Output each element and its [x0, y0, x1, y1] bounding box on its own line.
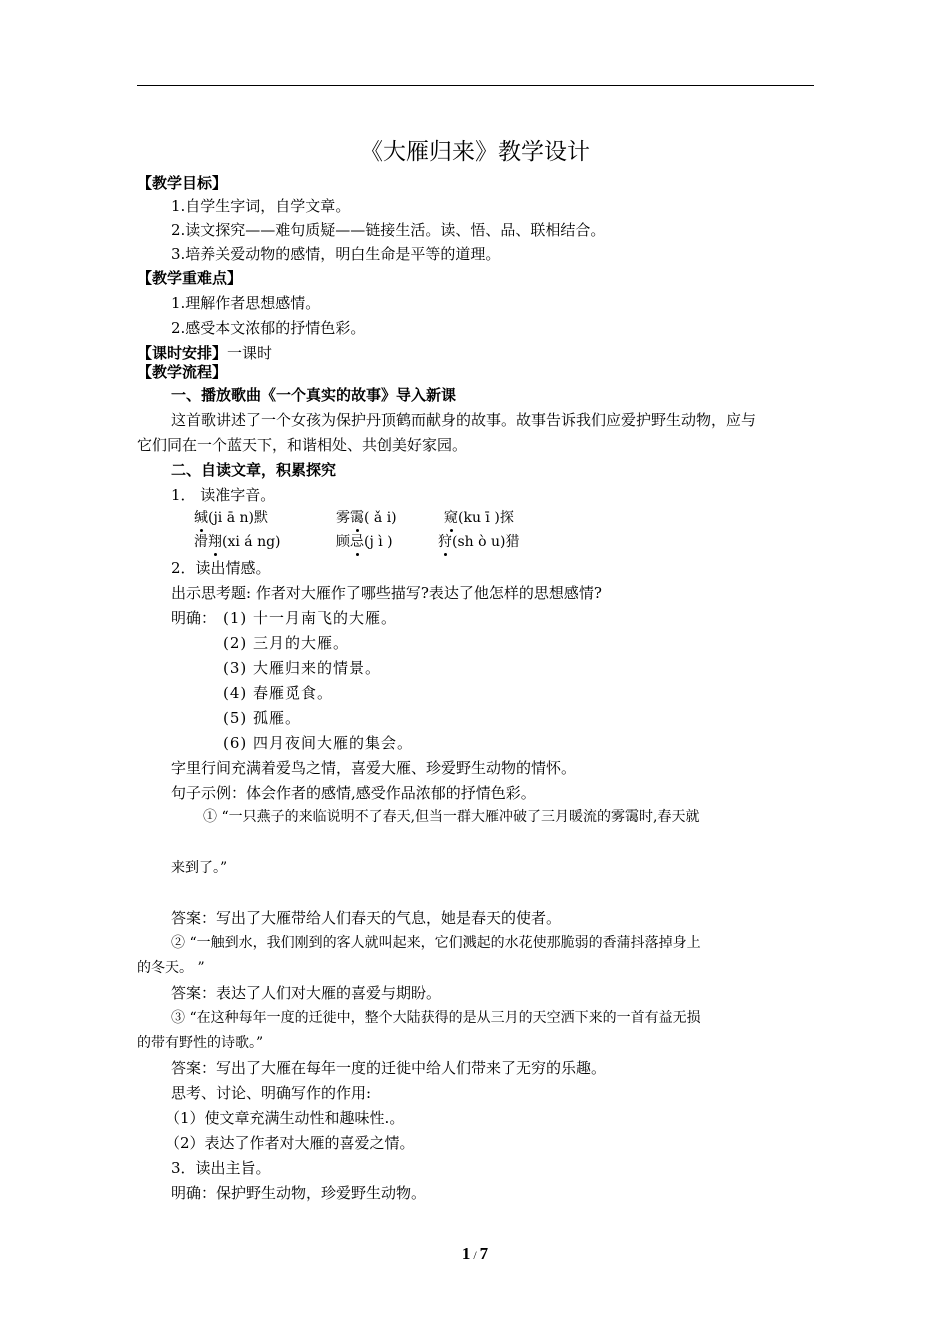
dotted-char: 翔: [208, 534, 222, 550]
example-sentence: 的带有野性的诗歌。”: [137, 1035, 264, 1051]
answer-line: 答案：写出了大雁带给人们春天的气息，她是春天的使者。: [171, 909, 562, 927]
dotted-char: 忌: [350, 534, 364, 550]
list-item: 1． 读准字音。: [171, 486, 276, 504]
section-heading-flow: 【教学流程】: [137, 363, 228, 381]
header-rule: [137, 85, 814, 86]
goal-item: 3.培养关爱动物的感情，明白生命是平等的道理。: [171, 245, 501, 263]
example-intro: 句子示例：体会作者的感情,感受作品浓郁的抒情色彩。: [171, 784, 536, 802]
key-item: 1.理解作者思想感情。: [171, 294, 321, 312]
example-sentence: ① “一只燕子的来临说明不了春天,但当一群大雁冲破了三月暖流的雾霭时,春天就: [203, 809, 700, 825]
answer-line: 答案：写出了大雁在每年一度的迁徙中给人们带来了无穷的乐趣。: [171, 1059, 607, 1077]
pronunciation-entry: 滑翔(xi á ng): [194, 534, 281, 550]
pronunciation-entry: 顾忌(j ì ): [336, 534, 393, 550]
theme-line: 明确：保护野生动物，珍爱野生动物。: [171, 1184, 427, 1202]
paragraph-line: 它们同在一个蓝天下，和谐相处、共创美好家园。: [137, 436, 468, 454]
section-heading-keys: 【教学重难点】: [137, 269, 243, 287]
question-line: 出示思考题: 作者对大雁作了哪些描写?表达了他怎样的思想感情?: [171, 584, 602, 602]
clarify-item: (2) 三月的大雁。: [223, 634, 350, 652]
clarify-label: 明确：: [171, 609, 217, 627]
dotted-char: 狩: [438, 534, 452, 550]
pronunciation-entry: 狩(sh ò u)猎: [438, 534, 520, 550]
goal-item: 1.自学生字词，自学文章。: [171, 197, 351, 215]
example-sentence: 来到了。”: [171, 860, 228, 876]
discussion-item: （1）使文章充满生动性和趣味性.。: [165, 1109, 405, 1127]
section-heading-schedule: 【课时安排】: [137, 344, 228, 362]
example-sentence: 的冬天。 ”: [137, 960, 205, 976]
pronunciation-entry: 缄(ji ā n)默: [194, 510, 269, 526]
dotted-char: 霭: [350, 510, 364, 526]
paragraph-line: 这首歌讲述了一个女孩为保护丹顶鹤而献身的故事。故事告诉我们应爱护野生动物，应与: [171, 411, 757, 429]
step-heading-1: 一、播放歌曲《一个真实的故事》导入新课: [171, 386, 457, 404]
example-sentence: ② “一触到水，我们刚到的客人就叫起来，它们溅起的水花使那脆弱的香蒲抖落掉身上: [171, 935, 701, 951]
example-sentence: ③ “在这种每年一度的迁徙中，整个大陆获得的是从三月的天空洒下来的一首有益无损: [171, 1010, 701, 1026]
clarify-item: (1) 十一月南飞的大雁。: [223, 609, 398, 627]
pronunciation-entry: 雾霭( ǎ i): [336, 510, 397, 526]
clarify-item: (6) 四月夜间大雁的集会。: [223, 734, 414, 752]
clarify-item: (4) 春雁觅食。: [223, 684, 334, 702]
key-item: 2.感受本文浓郁的抒情色彩。: [171, 319, 366, 337]
document-title: 《大雁归来》教学设计: [360, 139, 590, 165]
current-page: 1: [461, 1244, 471, 1263]
total-pages: 7: [479, 1244, 489, 1263]
clarify-item: (5) 孤雁。: [223, 709, 302, 727]
goal-item: 2.读文探究——难句质疑——链接生活。读、悟、品、联相结合。: [171, 221, 606, 239]
section-heading-goals: 【教学目标】: [137, 174, 228, 192]
page-number: 1 / 7: [461, 1244, 489, 1263]
discussion-item: （2）表达了作者对大雁的喜爱之情。: [165, 1134, 415, 1152]
summary-line: 字里行间充满着爱鸟之情，喜爱大雁、珍爱野生动物的情怀。: [171, 759, 577, 777]
dotted-char: 缄: [194, 510, 208, 526]
dotted-char: 窥: [444, 510, 458, 526]
clarify-item: (3) 大雁归来的情景。: [223, 659, 382, 677]
schedule-line: [137, 343, 272, 363]
answer-line: 答案：表达了人们对大雁的喜爱与期盼。: [171, 984, 442, 1002]
step-heading-2: 二、自读文章，积累探究: [171, 461, 337, 479]
list-item: 2．读出情感。: [171, 559, 271, 577]
discussion-line: 思考、讨论、明确写作的作用:: [171, 1084, 372, 1102]
schedule-value: 一课时: [227, 344, 273, 362]
list-item: 3．读出主旨。: [171, 1159, 271, 1177]
pronunciation-entry: 窥(ku ī )探: [444, 510, 514, 526]
